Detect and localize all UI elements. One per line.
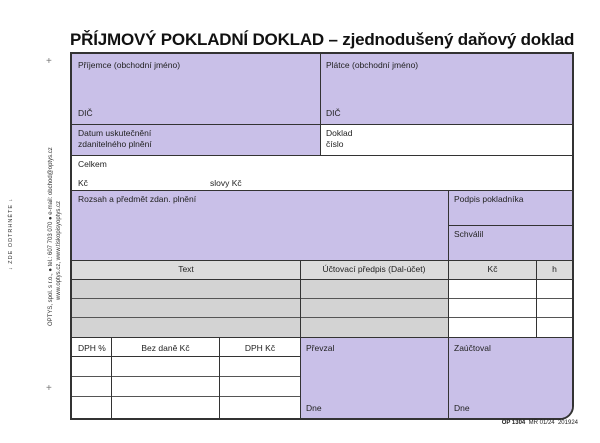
column-header-text: Text: [178, 264, 194, 274]
received-date-label: Dne: [306, 403, 322, 413]
publisher-line-2: www.optys.cz, www.tiskopisyoptys.cz: [56, 200, 62, 300]
cut-here-label: ↓ ZDE ODTRHNĚTE ↓: [8, 197, 14, 270]
received-by-field[interactable]: [301, 338, 448, 418]
form-revision: MR 01/24: [528, 420, 555, 426]
posted-by-field[interactable]: [449, 338, 572, 418]
cashier-signature-label: Podpis pokladníka: [454, 194, 524, 204]
plus-mark-icon: +: [46, 56, 52, 67]
payee-vat-id-label: DIČ: [78, 108, 93, 118]
payer-vat-id-label: DIČ: [326, 108, 341, 118]
amount-in-words-label: slovy Kč: [210, 178, 242, 188]
scope-label: Rozsah a předmět zdan. plnění: [78, 194, 197, 204]
approved-by-field[interactable]: [449, 226, 572, 260]
table-row[interactable]: [72, 299, 572, 318]
plus-mark-icon: +: [46, 383, 52, 394]
payee-label: Příjemce (obchodní jméno): [78, 60, 181, 70]
document-label-2: číslo: [326, 139, 344, 149]
vat-row[interactable]: [72, 397, 300, 416]
approved-by-label: Schválil: [454, 229, 484, 239]
posted-by-label: Zaúčtoval: [454, 343, 491, 353]
column-header-h: h: [552, 264, 557, 274]
payer-label: Plátce (obchodní jméno): [326, 60, 419, 70]
total-field[interactable]: [72, 156, 572, 190]
tax-date-label-2: zdanitelného plnění: [78, 139, 152, 149]
payer-field[interactable]: [320, 54, 572, 124]
total-label: Celkem: [78, 159, 107, 169]
payee-field[interactable]: [72, 54, 320, 124]
page-title: PŘÍJMOVÝ POKLADNÍ DOKLAD – zjednodušený daňový doklad: [70, 30, 575, 49]
vat-row[interactable]: [72, 377, 300, 396]
form-number: 201924: [557, 420, 578, 426]
vat-header-amount: DPH Kč: [244, 343, 276, 353]
currency-label: Kč: [78, 178, 88, 188]
form-code-footer: [502, 420, 578, 426]
arrow-down-icon: ↓: [8, 263, 14, 270]
vat-header-base: Bez daně Kč: [141, 343, 190, 353]
posted-date-label: Dne: [454, 403, 470, 413]
arrow-down-icon: ↓: [8, 197, 14, 204]
table-row[interactable]: [72, 318, 572, 337]
vat-header-rate: DPH %: [78, 343, 106, 353]
scope-field[interactable]: [72, 191, 448, 260]
column-header-posting: Účtovací předpis (Dal-účet): [322, 264, 426, 274]
received-by-label: Převzal: [306, 343, 335, 353]
table-row[interactable]: [72, 280, 572, 299]
receipt-form: [70, 52, 574, 420]
document-label-1: Doklad: [326, 128, 353, 138]
vat-row[interactable]: [72, 357, 300, 376]
tax-date-field[interactable]: [72, 125, 320, 155]
column-header-kc: Kč: [487, 264, 498, 274]
tax-date-label-1: Datum uskutečnění: [78, 128, 152, 138]
document-number-field[interactable]: [322, 126, 572, 155]
form-code: OP 1304: [501, 420, 526, 426]
publisher-line-1: OPTYS, spol. s r.o., ● tel.: 607 703 070 ● e-mail: obchod@optys.cz: [48, 147, 54, 326]
cashier-signature-field[interactable]: [449, 191, 572, 225]
